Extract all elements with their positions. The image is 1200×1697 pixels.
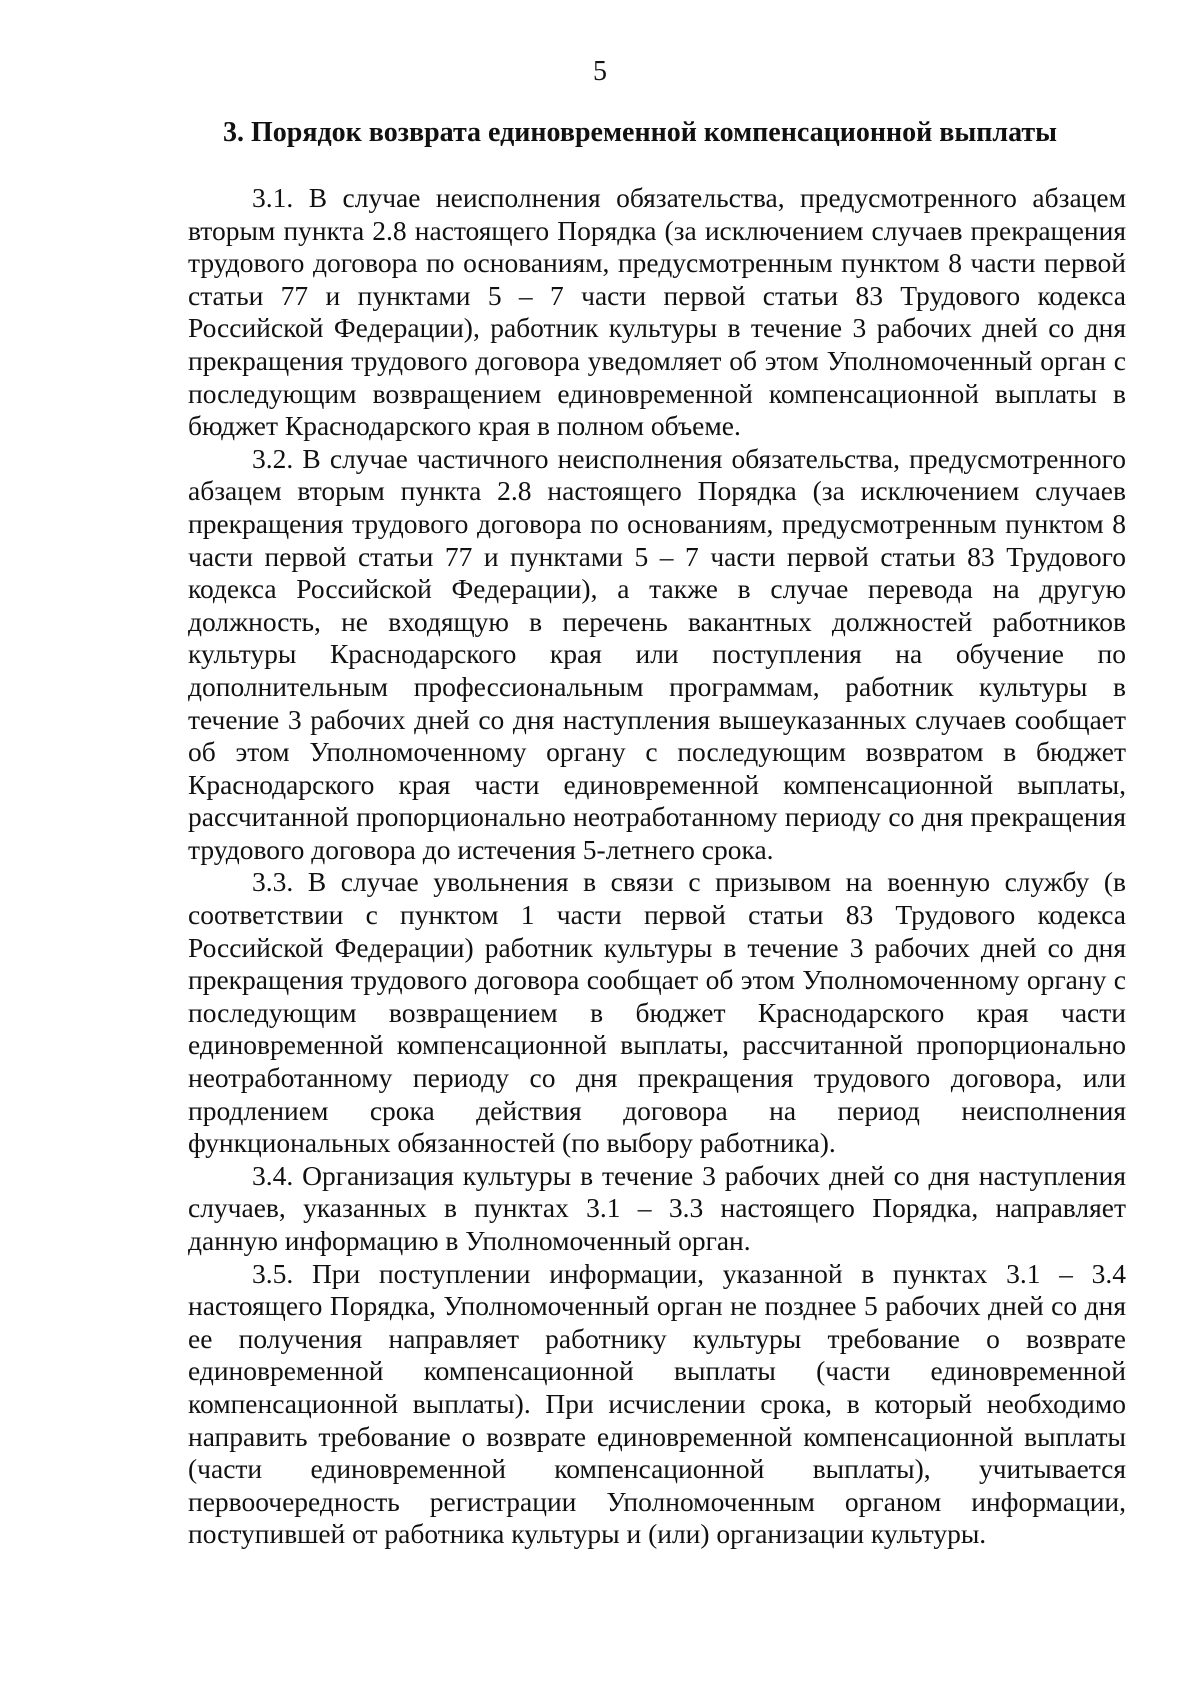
paragraph-3-1: 3.1. В случае неисполнения обязательства, предусмотренного абзацем вторым пункта 2.8 настоящего Порядка (за исключением случаев прекращения трудового договора по основаниям, предусмотренным пунктом 8 части первой статьи 77 и пунктами 5 – 7 части первой статьи 83 Трудового кодекса Российской Федерации), работник культуры в течение 3 рабочих дней со дня прекращения трудового договора уведомляет об этом Уполномоченный орган с последующим возвращением единовременной компенсационной выплаты в бюджет Краснодарского края в полном объеме. [188, 182, 1126, 442]
paragraph-3-2: 3.2. В случае частичного неисполнения обязательства, предусмотренного абзацем вторым пункта 2.8 настоящего Порядка (за исключением случаев прекращения трудового договора по основаниям, предусмотренным пунктом 8 части первой статьи 77 и пунктами 5 – 7 части первой статьи 83 Трудового кодекса Российской Федерации), а также в случае перевода на другую должность, не входящую в перечень вакантных должностей работников культуры Краснодарского края или поступления на обучение по дополнительным профессиональным программам, работник культуры в течение 3 рабочих дней со дня наступления вышеуказанных случаев сообщает об этом Уполномоченному органу с последующим возвратом в бюджет Краснодарского края части единовременной компенсационной выплаты, рассчитанной пропорционально неотработанному периоду со дня прекращения трудового договора до истечения 5-летнего срока. [188, 442, 1126, 865]
paragraph-3-3: 3.3. В случае увольнения в связи с призывом на военную службу (в соответствии с пунктом 1 части первой статьи 83 Трудового кодекса Российской Федерации) работник культуры в течение 3 рабочих дней со дня прекращения трудового договора сообщает об этом Уполномоченному органу с последующим возвращением в бюджет Краснодарского края части единовременной компенсационной выплаты, рассчитанной пропорционально неотработанному периоду со дня прекращения трудового договора, или продлением срока действия договора на период неисполнения функциональных обязанностей (по выбору работника). [188, 866, 1126, 1159]
section-title: 3. Порядок возврата единовременной компенсационной выплаты [223, 117, 1057, 148]
section-body [188, 182, 1126, 1551]
paragraph-3-5: 3.5. При поступлении информации, указанной в пунктах 3.1 – 3.4 настоящего Порядка, Уполномоченный орган не позднее 5 рабочих дней со дня ее получения направляет работнику культуры требование о возврате единовременной компенсационной выплаты (части единовременной компенсационной выплаты). При исчислении срока, в который необходимо направить требование о возврате единовременной компенсационной выплаты (части единовременной компенсационной выплаты), учитывается первоочередность регистрации Уполномоченным органом информации, поступившей от работника культуры и (или) организации культуры. [188, 1257, 1126, 1550]
page-number: 5 [593, 56, 607, 87]
paragraph-3-4: 3.4. Организация культуры в течение 3 рабочих дней со дня наступления случаев, указанных в пунктах 3.1 – 3.3 настоящего Порядка, направляет данную информацию в Уполномоченный орган. [188, 1159, 1126, 1256]
